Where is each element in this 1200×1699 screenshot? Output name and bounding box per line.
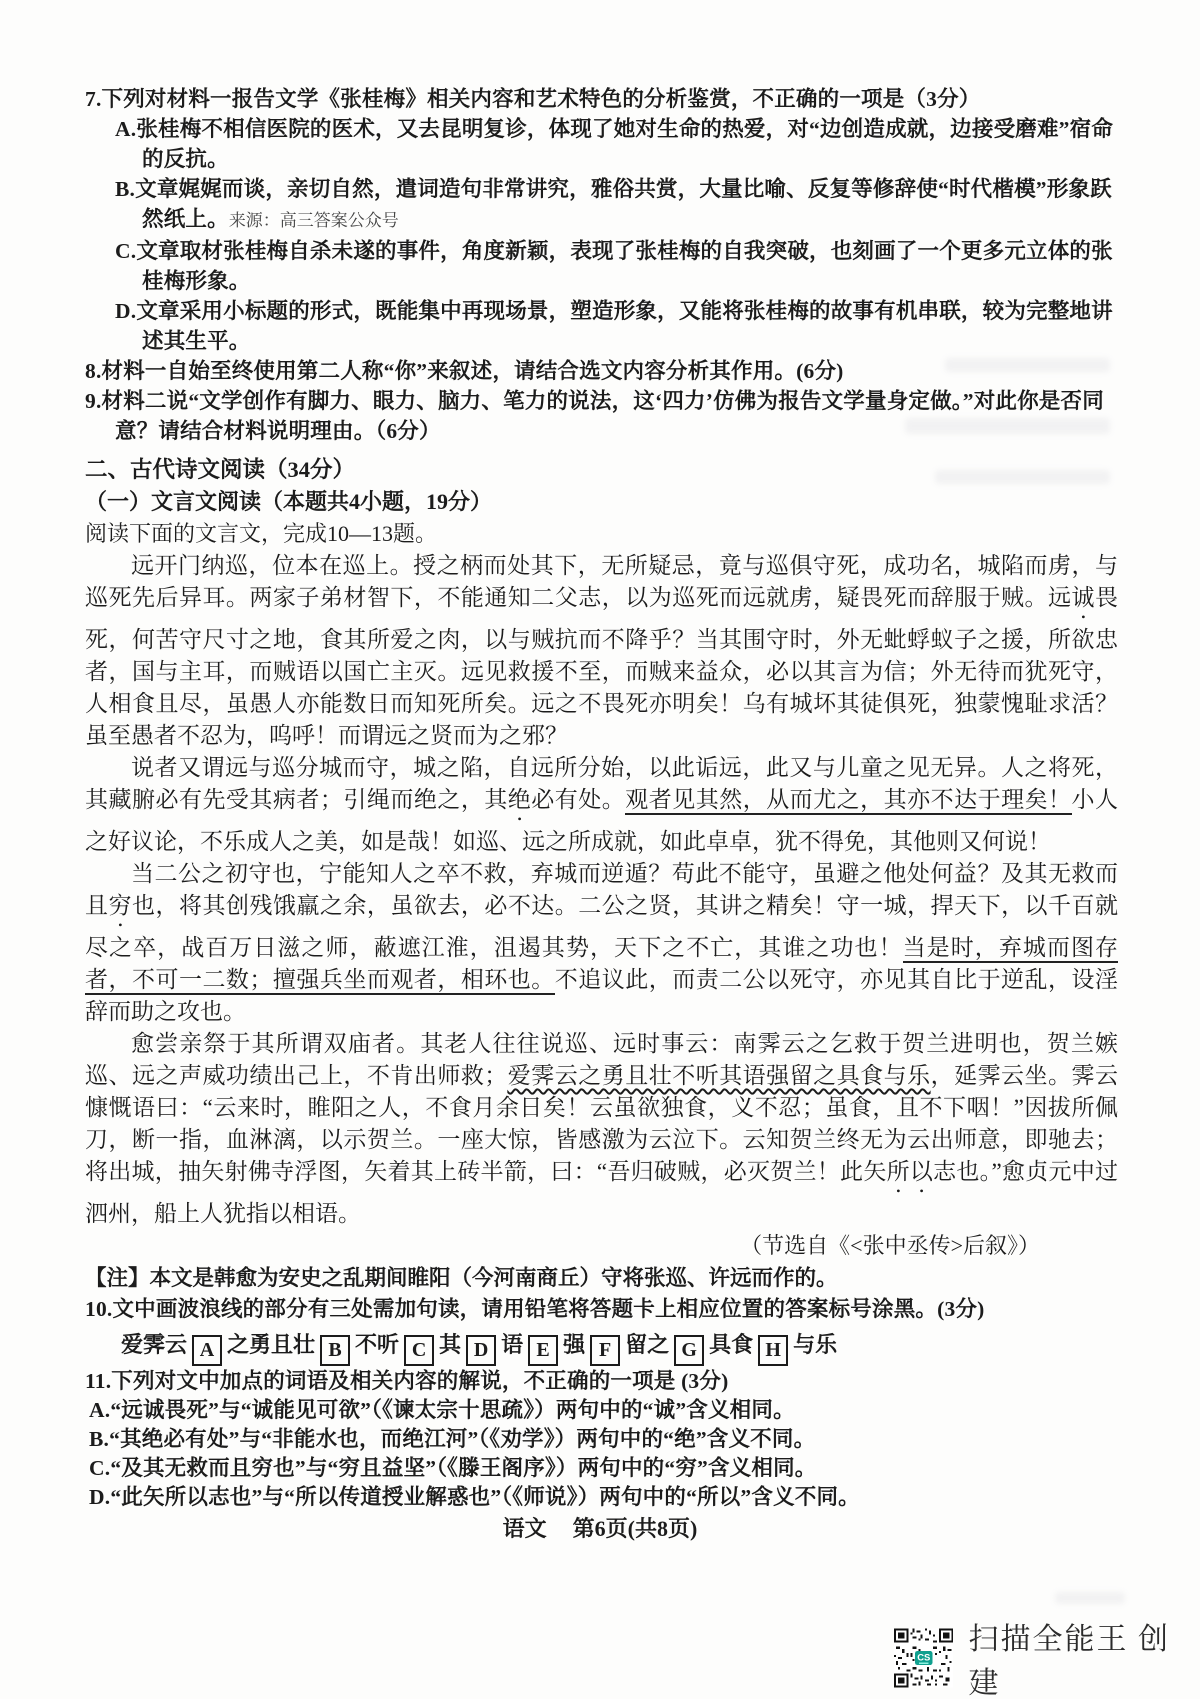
option-text: “此矢所以志也”与“所以传道授业解惑也”（《师说》）两句中的“所以”含义不同。: [110, 1485, 860, 1509]
question-11-stem: [85, 1366, 1118, 1396]
text-segment: 与乐: [793, 1332, 838, 1357]
text-segment: ，延霁云坐。霁云慷慨语曰：“云来时，睢阳之人，不食月余日矣！云虽欲独食，义不忍；虽食，且不下咽！”因拔所佩刀，断一指，血淋漓，以示贺兰。一座大惊，皆感激为云泣下。云知贺兰终无为云出师意，即驰去；将出城，抽矢射佛寺浮图，矢着其上砖半箭，曰：“吾归破贼，必灭贺兰！此矢: [85, 1063, 1119, 1184]
text-segment: 具食: [709, 1332, 754, 1357]
option-text: 文章采用小标题的形式，既能集中再现场景，塑造形象，又能将张桂梅的故事有机串联，较为完整地讲述其生平。: [136, 299, 1113, 353]
question-7-stem: [85, 84, 1118, 114]
question-text: 材料二说“文学创作有脚力、眼力、脑力、笔力的说法，这‘四力’仿佛为报告文学量身定做。”对此你是否同意？请结合材料说明理由。（6分）: [101, 389, 1104, 443]
passage-dot-segment: 诚: [1071, 585, 1096, 610]
page-footer: [0, 1512, 1200, 1543]
text-segment: 志也。”愈贞元中过泗州，船上人犹指以相语。: [85, 1159, 1118, 1226]
footer-subject: 语文: [502, 1516, 547, 1541]
answer-choice-box: D: [466, 1335, 496, 1366]
option-label: A.: [89, 1398, 111, 1422]
question-number: 9.: [85, 389, 102, 413]
section-2-title: 二、古代诗文阅读（34分）: [85, 457, 356, 482]
question-9-stem: [85, 386, 1118, 446]
question-text: 材料一自始至终使用第二人称“你”来叙述，请结合选文内容分析其作用。(6分): [101, 359, 844, 383]
text-segment: 畏死，何苦守尺寸之地，食其所爱之肉，以与贼抗而不降乎？当其围守时，外无蚍蜉蚁子之援，所欲忠者，国与主耳，而贼语以国亡主灭。远见救援不至，而贼来益众，必以其言为信；外无待而犹死守，人相食且尽，虽愚人亦能数日而知死所矣。远之不畏死亦明矣！乌有城坏其徒俱死，独蒙愧耻求活？虽至愚者不忍为，呜呼！而谓远之贤而为之邪？: [85, 585, 1119, 748]
reading-instruction: 阅读下面的文言文，完成10—13题。: [85, 521, 438, 546]
passage: [85, 550, 1118, 1230]
footer-page-number: 第6页(共8页): [572, 1516, 698, 1541]
passage-u-segment: 观者见其然，从而尤之，其亦不达于理矣！: [625, 787, 1071, 815]
answer-choice-box: H: [758, 1335, 788, 1366]
text-segment: 也，将其创残饿羸之余，虽欲去，必不达。二公之贤，其讲之精矣！守一城，捍天下，以千百就尽之卒，战百万日滋之师，蔽遮江淮，沮遏其势，天下之不亡，其谁之功也！: [85, 893, 1119, 960]
question-11-option-c: [85, 1454, 1118, 1483]
option-label: B.: [115, 177, 136, 201]
scan-artifact: [905, 418, 1110, 434]
option-text: 文章取材张桂梅自杀未遂的事件，角度新颖，表现了张桂梅的自我突破，也刻画了一个更多元立体的张桂梅形象。: [136, 239, 1113, 293]
question-11-option-a: [85, 1396, 1118, 1425]
answer-choice-box: G: [674, 1335, 704, 1366]
question-7-option-c: [85, 236, 1118, 296]
passage-paragraph: [85, 858, 1118, 1028]
option-text: 文章娓娓而谈，亲切自然，遣词造句非常讲究，雅俗共赏，大量比喻、反复等修辞使“时代楷模”形象跃然纸上。: [135, 177, 1112, 231]
text-segment: 必有处。: [531, 787, 626, 812]
option-label: B.: [89, 1427, 110, 1451]
question-number: 7.: [85, 87, 102, 111]
question-10-stem: [85, 1294, 1118, 1324]
section-2-subtitle: （一）文言文阅读（本题共4小题，19分）: [85, 489, 493, 514]
svg-text:CS: CS: [917, 1651, 931, 1663]
answer-choice-box: C: [404, 1335, 434, 1366]
answer-choice-box: B: [320, 1335, 350, 1366]
question-text: 下列对文中加点的词语及相关内容的解说，不正确的一项是 (3分): [111, 1369, 729, 1393]
question-number: 8.: [85, 359, 102, 383]
q10-reading-line: [121, 1324, 1118, 1366]
text-segment: 强: [563, 1332, 586, 1357]
question-7-option-b: [85, 174, 1118, 236]
text-segment: 愈尝亲祭于其所谓双庙者。其老人往往说巡、远时事云：南霁云之乞救于贺兰进明也，贺兰嫉巡、远之声威功绩出己上，不肯出师救；: [85, 1031, 1118, 1088]
passage-note: 【注】本文是韩愈为安史之乱期间睢阳（今河南商丘）守将张巡、许远而作的。: [85, 1266, 838, 1290]
source-watermark: 来源：高三答案公众号: [228, 211, 399, 230]
text-segment: 爱霁云: [121, 1332, 188, 1357]
passage-dot-segment: 穷: [108, 893, 132, 918]
question-7-option-d: [85, 296, 1118, 356]
passage-dot-segment: 绝: [507, 787, 532, 812]
option-text: “及其无救而且穷也”与“穷且益坚”（《滕王阁序》）两句中的“穷”含义相同。: [110, 1456, 817, 1480]
text-segment: 留之: [625, 1332, 670, 1357]
passage-paragraph: [85, 1028, 1118, 1230]
option-text: “其绝必有处”与“非能水也，而绝江河”（《劝学》）两句中的“绝”含义不同。: [109, 1427, 816, 1451]
text-segment: 远开门纳巡，位本在巡上。授之柄而处其下，无所疑忌，竟与巡俱守死，成功名，城陷而虏，与巡死先后异耳。两家子弟材智下，不能通知二父志，以为巡死而远就虏，疑畏死而辞服于贼。远: [85, 553, 1118, 610]
option-text: 张桂梅不相信医院的医术，又去昆明复诊，体现了她对生命的热爱，对“边创造成就，边接受磨难”宿命的反抗。: [136, 117, 1114, 171]
question-11-option-d: [85, 1483, 1118, 1512]
option-text: “远诚畏死”与“诚能见可欲”（《谏太宗十思疏》）两句中的“诚”含义相同。: [110, 1398, 795, 1422]
page-content: [85, 84, 1118, 1512]
option-label: C.: [89, 1456, 111, 1480]
scan-artifact: [935, 470, 1110, 484]
question-7-option-a: [85, 114, 1118, 174]
qr-code-icon: [894, 1628, 953, 1688]
passage-u-segment: 当是时，弃城而图存者，不可一二数；擅强兵坐而观者，相环也。: [85, 935, 1118, 995]
option-label: D.: [89, 1485, 111, 1509]
question-11-option-b: [85, 1425, 1118, 1454]
option-label: A.: [115, 117, 137, 141]
scanner-watermark: [894, 1614, 1200, 1699]
question-number: 11.: [85, 1369, 112, 1393]
answer-choice-box: E: [528, 1335, 558, 1366]
text-segment: 不听: [355, 1332, 400, 1357]
passage-paragraph: [85, 752, 1118, 858]
passage-attribution: （节选自《<张中丞传>后叙》）: [740, 1233, 1040, 1258]
option-label: D.: [115, 299, 137, 323]
question-number: 10.: [85, 1297, 113, 1321]
scan-artifact: [945, 358, 1110, 372]
question-text: 文中画波浪线的部分有三处需加句读，请用铅笔将答题卡上相应位置的答案标号涂黑。(3分): [112, 1297, 985, 1321]
scanner-watermark-label: 扫描全能王 创建: [968, 1623, 1170, 1699]
answer-choice-box: A: [192, 1335, 222, 1366]
text-segment: 说者又谓远与巡分城而守，城之陷，自远所分始，以此诟远，此又与儿童之见无异。人之将死，其藏腑必有先受其病者；引绳而绝之，其: [85, 755, 1118, 812]
passage-paragraph: [85, 550, 1118, 752]
passage-dot-segment: 所以: [886, 1159, 934, 1184]
text-segment: 语: [501, 1332, 524, 1357]
answer-choice-box: F: [590, 1335, 620, 1366]
passage-wavy-segment: 爱霁云之勇且壮不听其语强留之具食与乐: [507, 1063, 931, 1088]
text-segment: 当二公之初守也，宁能知人之卒不救，弃城而逆遁？苟此不能守，虽避之他处何益？及其无救而且: [85, 861, 1118, 918]
text-segment: 其: [439, 1332, 462, 1357]
text-segment: 小人之好议论，不乐成人之美，如是哉！如巡、远之所成就，如此卓卓，犹不得免，其他则又何说！: [85, 787, 1119, 854]
scan-artifact: [1055, 1592, 1125, 1604]
option-label: C.: [115, 239, 137, 263]
text-segment: 之勇且壮: [227, 1332, 316, 1357]
question-text: 下列对材料一报告文学《张桂梅》相关内容和艺术特色的分析鉴赏，不正确的一项是（3分）: [101, 87, 981, 111]
text-segment: 不追议此，而责二公以死守，亦见其自比于逆乱，设淫辞而助之攻也。: [85, 967, 1119, 1024]
